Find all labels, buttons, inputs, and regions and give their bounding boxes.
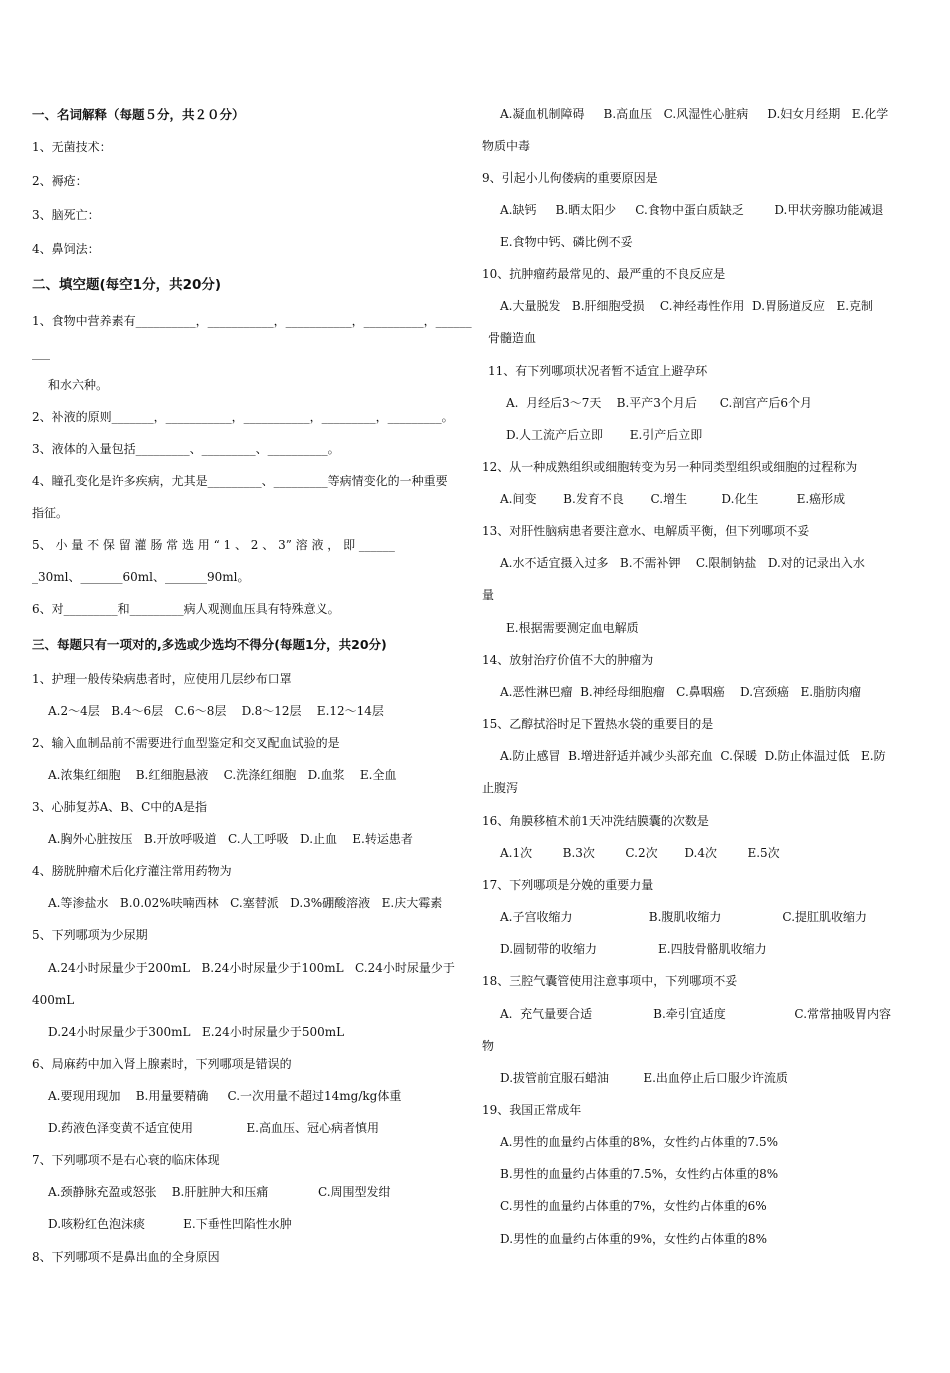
question-text: 2、褥疮：	[32, 174, 88, 188]
question-text: 19、我国正常成年	[482, 1103, 582, 1117]
answer-options: C.男性的血量约占体重的7%，女性约占体重的6%	[500, 1199, 767, 1213]
answer-options: A.等渗盐水 B.0.02%呋喃西林 C.塞替派 D.3%硼酸溶液 E.庆大霉素	[48, 896, 443, 910]
question-text: 指征。	[32, 506, 69, 520]
answer-options: A.恶性淋巴瘤 B.神经母细胞瘤 C.鼻咽癌 D.宫颈癌 E.脂肪肉瘤	[500, 685, 862, 699]
question-text: 15、乙醇拭浴时足下置热水袋的重要目的是	[482, 717, 714, 731]
answer-options: 400mL	[32, 993, 75, 1007]
question-text: 11、有下列哪项状况者暂不适宜上避孕环	[488, 364, 708, 378]
question-text: 3、心肺复苏A、B、C中的A是指	[32, 800, 207, 814]
answer-options: B.男性的血量约占体重的7.5%，女性约占体重的8%	[500, 1167, 779, 1181]
answer-options: D.药液色泽变黄不适宜使用 E.高血压、冠心病者慎用	[48, 1121, 379, 1135]
answer-options: A.要现用现加 B.用量要精确 C.一次用量不超过14mg/kg体重	[48, 1089, 402, 1103]
answer-options: A.凝血机制障碍 B.高血压 C.风湿性心脏病 D.妇女月经期 E.化学	[500, 107, 889, 121]
answer-options: A.男性的血量约占体重的8%，女性约占体重的7.5%	[500, 1135, 779, 1149]
answer-options: A.胸外心脏按压 B.开放呼吸道 C.人工呼吸 D.止血 E.转运患者	[48, 832, 413, 846]
answer-options: A.大量脱发 B.肝细胞受损 C.神经毒性作用 D.胃肠道反应 E.克制	[500, 299, 874, 313]
answer-options: A. 月经后3～7天 B.平产3个月后 C.剖宫产后6个月	[506, 396, 812, 410]
answer-options: A.颈静脉充盈或怒张 B.肝脏肿大和压痛 C.周围型发绀	[48, 1185, 391, 1199]
answer-options: A.1次 B.3次 C.2次 D.4次 E.5次	[500, 846, 780, 860]
question-text: 18、三腔气囊管使用注意事项中，下列哪项不妥	[482, 974, 738, 988]
question-text: 13、对肝性脑病患者要注意水、电解质平衡，但下列哪项不妥	[482, 524, 810, 538]
answer-options: E.食物中钙、磷比例不妥	[500, 235, 633, 249]
question-text: 16、角膜移植术前1天冲洗结膜囊的次数是	[482, 814, 709, 828]
question-text: 4、膀胱肿瘤术后化疗灌注常用药物为	[32, 864, 232, 878]
answer-options: A.防止感冒 B.增进舒适并减少头部充血 C.保暖 D.防止体温过低 E.防	[500, 749, 886, 763]
section-2-title: 二、填空题(每空1分，共20分)	[32, 277, 222, 293]
question-text: 2、输入血制品前不需要进行血型鉴定和交叉配血试验的是	[32, 736, 340, 750]
question-text: 10、抗肿瘤药最常见的、最严重的不良反应是	[482, 267, 726, 281]
answer-options: 物质中毒	[482, 139, 531, 153]
question-text: _30ml、_______60ml、_______90ml。	[32, 570, 250, 584]
answer-options: 量	[482, 588, 495, 602]
question-text: 4、瞳孔变化是许多疾病，尤其是_________、_________等病情变化的一种重要	[32, 474, 448, 488]
answer-options: A.2～4层 B.4～6层 C.6～8层 D.8～12层 E.12～14层	[48, 704, 384, 718]
answer-options: D.圆韧带的收缩力 E.四肢骨骼肌收缩力	[500, 942, 767, 956]
answer-options: D.24小时尿量少于300mL E.24小时尿量少于500mL	[48, 1025, 345, 1039]
answer-options: D.拔管前宜服石蜡油 E.出血停止后口服少许流质	[500, 1071, 788, 1085]
answer-options: A.子宫收缩力 B.腹肌收缩力 C.提肛肌收缩力	[500, 910, 868, 924]
question-text: 6、对_________和_________病人观测血压具有特殊意义。	[32, 602, 340, 616]
question-text: 8、下列哪项不是鼻出血的全身原因	[32, 1250, 220, 1264]
answer-options: 骨髓造血	[488, 331, 537, 345]
question-text: 17、下列哪项是分娩的重要力量	[482, 878, 654, 892]
answer-options: A. 充气量要合适 B.牵引宜适度 C.常常抽吸胃内容	[500, 1007, 892, 1021]
question-text: 6、局麻药中加入肾上腺素时，下列哪项是错误的	[32, 1057, 292, 1071]
question-text: 5、 小 量 不 保 留 灌 肠 常 选 用 “ 1 、 2 、 3” 溶 液 ， 即 ______	[32, 538, 395, 552]
answer-options: A.水不适宜摄入过多 B.不需补钾 C.限制钠盐 D.对的记录出入水	[500, 556, 865, 570]
answer-options: D.人工流产后立即 E.引产后立即	[506, 428, 703, 442]
section-1-title: 一、名词解释（每题５分，共２０分）	[32, 107, 245, 122]
answer-options: D.咳粉红色泡沫痰 E.下垂性凹陷性水肿	[48, 1217, 292, 1231]
answer-options: 止腹泻	[482, 781, 519, 795]
question-text: 1、食物中营养素有__________，___________，___________，__________，______	[32, 314, 472, 328]
answer-options: 物	[482, 1039, 495, 1053]
question-text: 3、液体的入量包括_________、_________、__________。	[32, 442, 340, 456]
question-text: 9、引起小儿佝偻病的重要原因是	[482, 171, 658, 185]
question-text: 1、无菌技术：	[32, 140, 112, 154]
answer-options: A.间变 B.发育不良 C.增生 D.化生 E.癌形成	[500, 492, 846, 506]
question-text: 3、脑死亡：	[32, 208, 100, 222]
question-text: 12、从一种成熟组织或细胞转变为另一种同类型组织或细胞的过程称为	[482, 460, 858, 474]
answer-options: D.男性的血量约占体重的9%，女性约占体重的8%	[500, 1232, 768, 1246]
question-text: 4、鼻饲法：	[32, 242, 100, 256]
question-text: 和水六种。	[48, 378, 109, 392]
question-text: 14、放射治疗价值不大的肿瘤为	[482, 653, 654, 667]
question-text: 5、下列哪项为少尿期	[32, 928, 148, 942]
answer-options: E.根据需要测定血电解质	[506, 621, 639, 635]
section-3-title: 三、每题只有一项对的,多选或少选均不得分(每题1分，共20分)	[32, 637, 387, 652]
question-text: 7、下列哪项不是右心衰的临床体现	[32, 1153, 220, 1167]
answer-options: A.缺钙 B.晒太阳少 C.食物中蛋白质缺乏 D.甲状旁腺功能减退	[500, 203, 884, 217]
question-text: 1、护理一般传染病患者时，应使用几层纱布口罩	[32, 672, 292, 686]
answer-options: A.24小时尿量少于200mL B.24小时尿量少于100mL C.24小时尿量少于	[48, 961, 455, 975]
answer-options: A.浓集红细胞 B.红细胞悬液 C.洗涤红细胞 D.血浆 E.全血	[48, 768, 397, 782]
question-text: ___	[32, 346, 50, 360]
question-text: 2、补液的原则_______，___________，___________，_________，_________。	[32, 410, 454, 424]
